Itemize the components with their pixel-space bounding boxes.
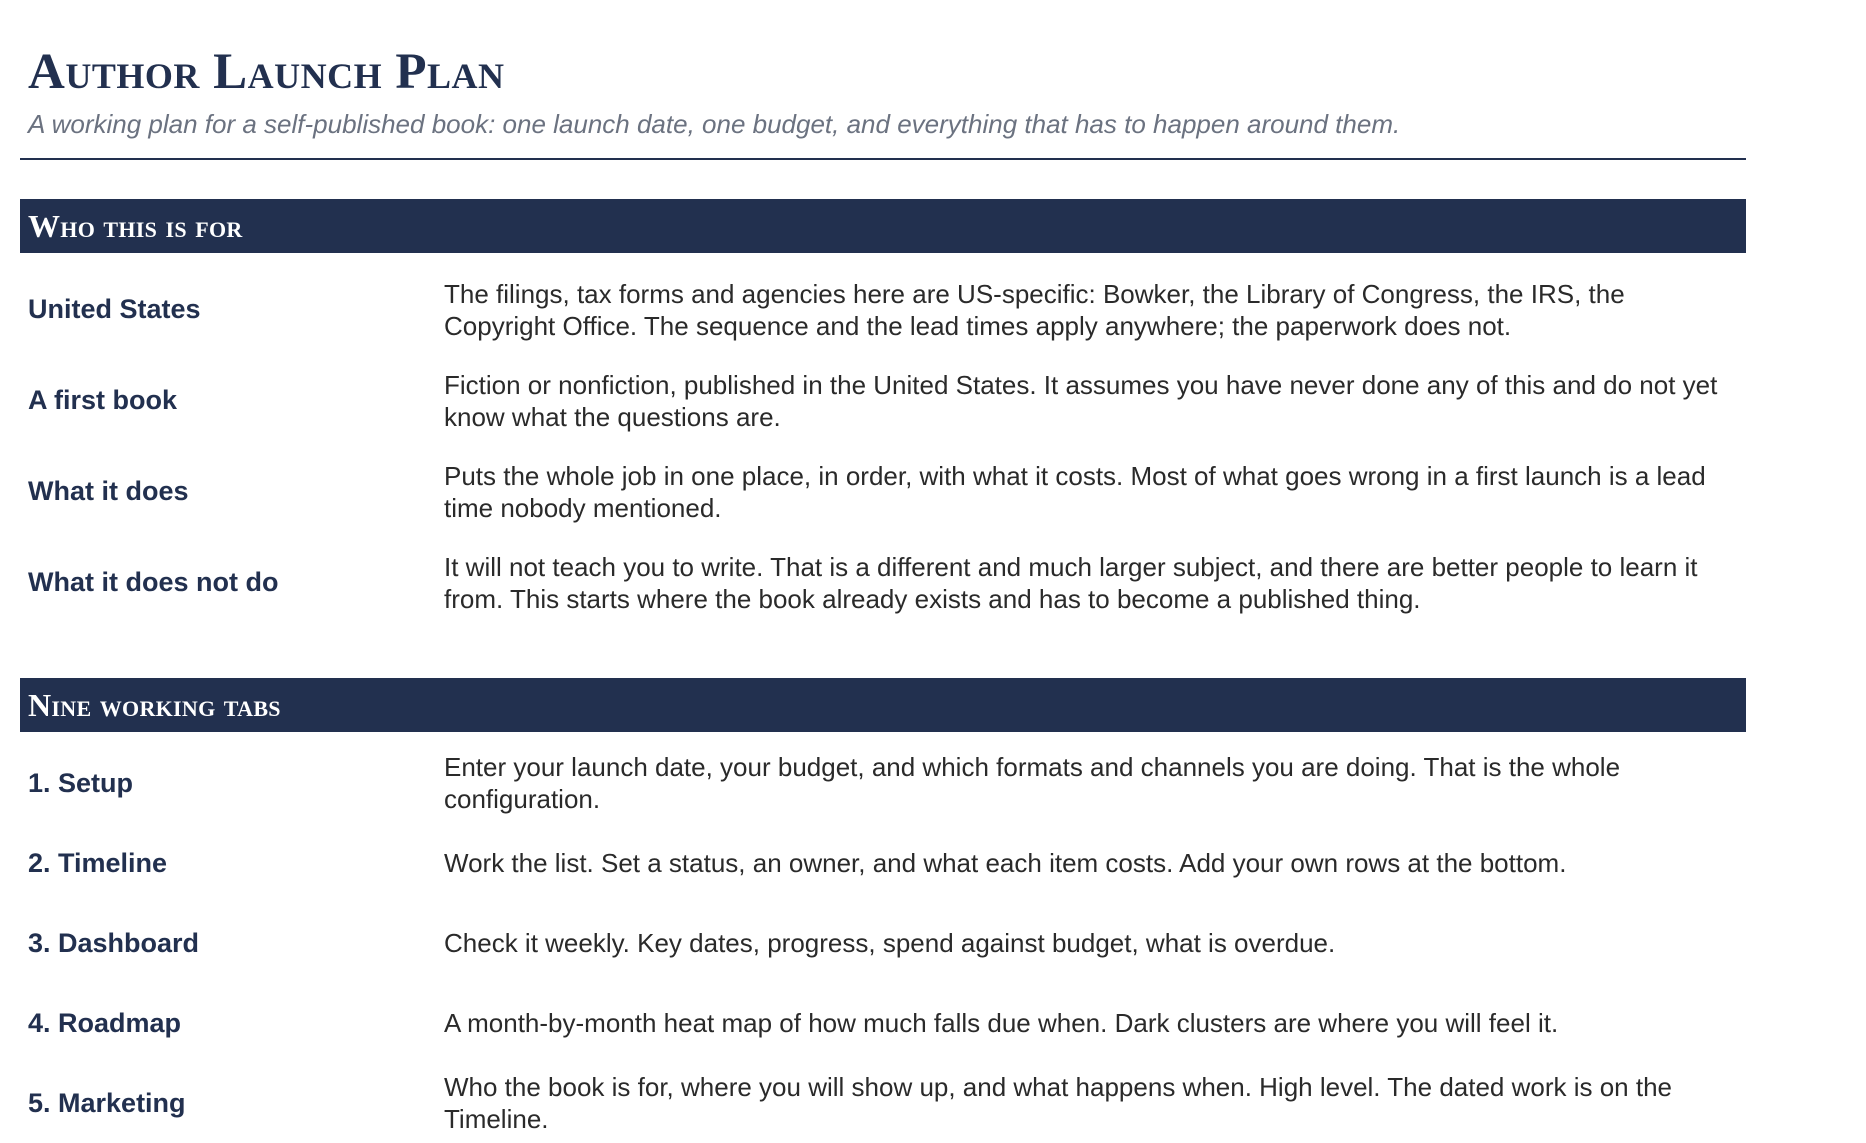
table-row — [20, 983, 1746, 1063]
nine-working-tabs-rows — [20, 743, 1746, 1143]
table-row — [20, 1063, 1746, 1143]
table-row — [20, 903, 1746, 983]
row-label: 5. Marketing — [28, 1087, 186, 1118]
row-label: United States — [28, 294, 201, 324]
section-header-nine-working-tabs: Nine working tabs — [20, 678, 1746, 732]
table-row — [20, 355, 1746, 446]
table-row — [20, 264, 1746, 355]
row-description: It will not teach you to write. That is a different and much larger subject, and there are better people to learn it from. This starts where the book already exists and has to become a published thing. — [444, 551, 1698, 614]
table-row — [20, 446, 1746, 537]
table-row — [20, 823, 1746, 903]
row-description: Work the list. Set a status, an owner, and what each item costs. Add your own rows at the bottom. — [444, 848, 1567, 878]
title-divider — [20, 158, 1746, 160]
section-header-who-this-is-for: Who this is for — [20, 199, 1746, 253]
who-this-is-for-rows — [20, 264, 1746, 628]
row-description: Who the book is for, where you will show up, and what happens when. High level. The dated work is on the Timeline. — [444, 1072, 1673, 1134]
row-description: Puts the whole job in one place, in order, with what it costs. Most of what goes wrong in a first launch is a lead time nobody mentioned. — [444, 460, 1706, 523]
row-description: Enter your launch date, your budget, and which formats and channels you are doing. That is the whole configuration. — [444, 752, 1621, 814]
row-label: A first book — [28, 385, 178, 415]
row-label: 1. Setup — [28, 767, 134, 798]
table-row — [20, 743, 1746, 823]
row-label: 2. Timeline — [28, 847, 168, 878]
row-label: What it does not do — [28, 567, 279, 597]
row-description: Check it weekly. Key dates, progress, spend against budget, what is overdue. — [444, 928, 1336, 958]
launch-plan-page — [20, 0, 1746, 1143]
row-label: What it does — [28, 476, 189, 506]
row-label: 3. Dashboard — [28, 927, 200, 958]
row-description: Fiction or nonfiction, published in the United States. It assumes you have never done any of this and do not yet know what the questions are. — [444, 369, 1718, 432]
row-label: 4. Roadmap — [28, 1007, 182, 1038]
page-title: Author Launch Plan — [28, 44, 505, 100]
row-description: A month-by-month heat map of how much falls due when. Dark clusters are where you will feel it. — [444, 1008, 1559, 1038]
page-subtitle: A working plan for a self-published book: one launch date, one budget, and everything that has to happen around them. — [28, 109, 1401, 139]
row-description: The filings, tax forms and agencies here are US-specific: Bowker, the Library of Congress, the IRS, the Copyright Office. The sequence and the lead times apply anywhere; the paperwork does not. — [444, 278, 1625, 341]
table-row — [20, 537, 1746, 628]
